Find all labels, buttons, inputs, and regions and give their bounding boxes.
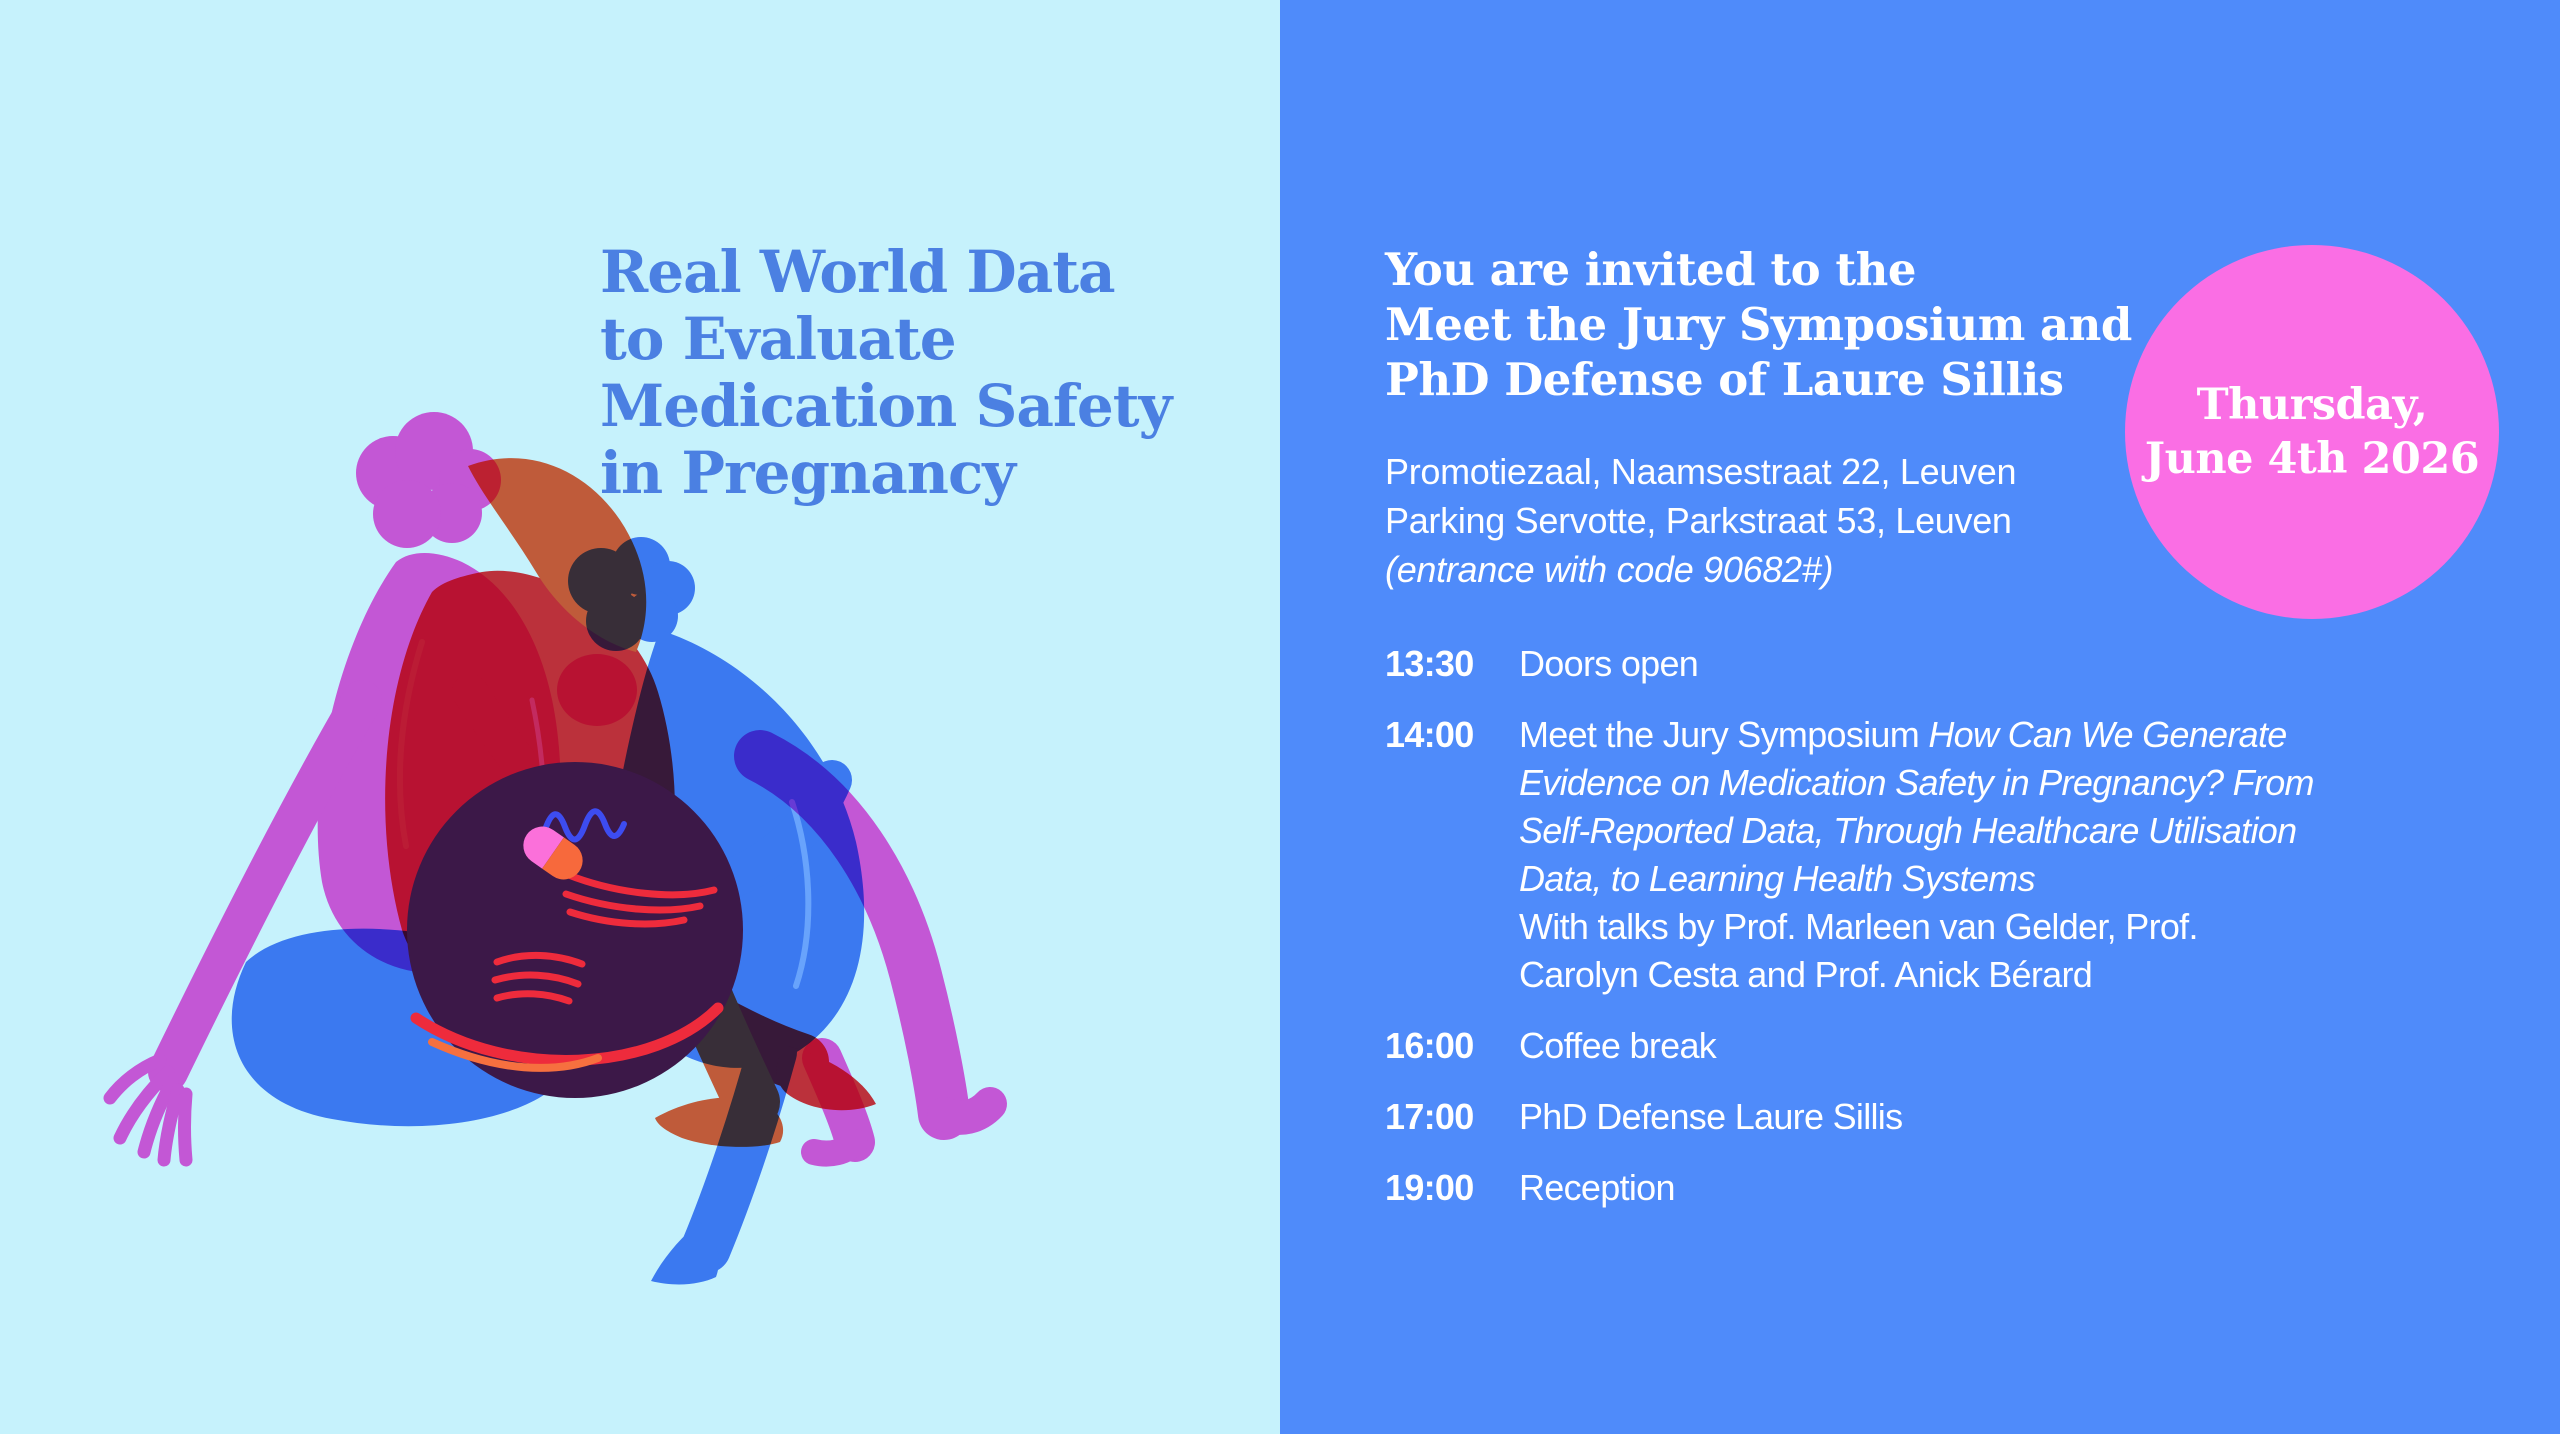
poster-title: [600, 239, 1171, 507]
title-line: in Pregnancy: [600, 439, 1015, 507]
symposium-title: How Can We Generate Evidence on Medication Safety in Pregnancy? From Self-Reported Data, Through Healthcare Utilisation Data, to Learning Health Systems: [1519, 714, 2314, 899]
title-line: Real World Data: [600, 238, 1115, 306]
schedule-time: 14:00: [1385, 714, 1474, 755]
address-line: Promotiezaal, Naamsestraat 22, Leuven: [1385, 451, 2017, 492]
schedule-time: 13:30: [1385, 643, 1474, 684]
heading-line: You are invited to the: [1385, 243, 1916, 296]
schedule-event: PhD Defense Laure Sillis: [1519, 1096, 1903, 1137]
date-badge-line: June 4th 2026: [2144, 434, 2480, 484]
schedule: [1385, 640, 2385, 1212]
date-badge: [2125, 245, 2499, 619]
speakers-text: With talks by Prof. Marleen van Gelder, Prof. Carolyn Cesta and Prof. Anick Bérard: [1519, 906, 2198, 995]
schedule-event: Reception: [1519, 1167, 1675, 1208]
event-text: Meet the Jury Symposium: [1519, 714, 1929, 755]
title-line: to Evaluate: [600, 305, 956, 373]
schedule-row: [1385, 640, 2385, 688]
entrance-code-note: (entrance with code 90682#): [1385, 549, 1834, 590]
schedule-row: [1385, 1022, 2385, 1070]
schedule-event: Coffee break: [1519, 1025, 1717, 1066]
schedule-time: 16:00: [1385, 1025, 1474, 1066]
schedule-row: [1385, 1164, 2385, 1212]
date-badge-line: Thursday,: [2196, 380, 2428, 430]
schedule-event: Doors open: [1519, 643, 1699, 684]
schedule-event: [1519, 711, 2319, 999]
invitation-heading: [1385, 242, 2132, 407]
heading-line: Meet the Jury Symposium and: [1385, 298, 2132, 351]
belly: [407, 762, 743, 1098]
heading-line: PhD Defense of Laure Sillis: [1385, 353, 2064, 406]
title-line: Medication Safety: [600, 372, 1172, 440]
venue-address: [1385, 447, 2016, 594]
schedule-time: 17:00: [1385, 1096, 1474, 1137]
right-panel: [1280, 0, 2560, 1434]
schedule-row: [1385, 1093, 2385, 1141]
schedule-row: [1385, 711, 2385, 999]
address-line: Parking Servotte, Parkstraat 53, Leuven: [1385, 500, 2012, 541]
schedule-time: 19:00: [1385, 1167, 1474, 1208]
